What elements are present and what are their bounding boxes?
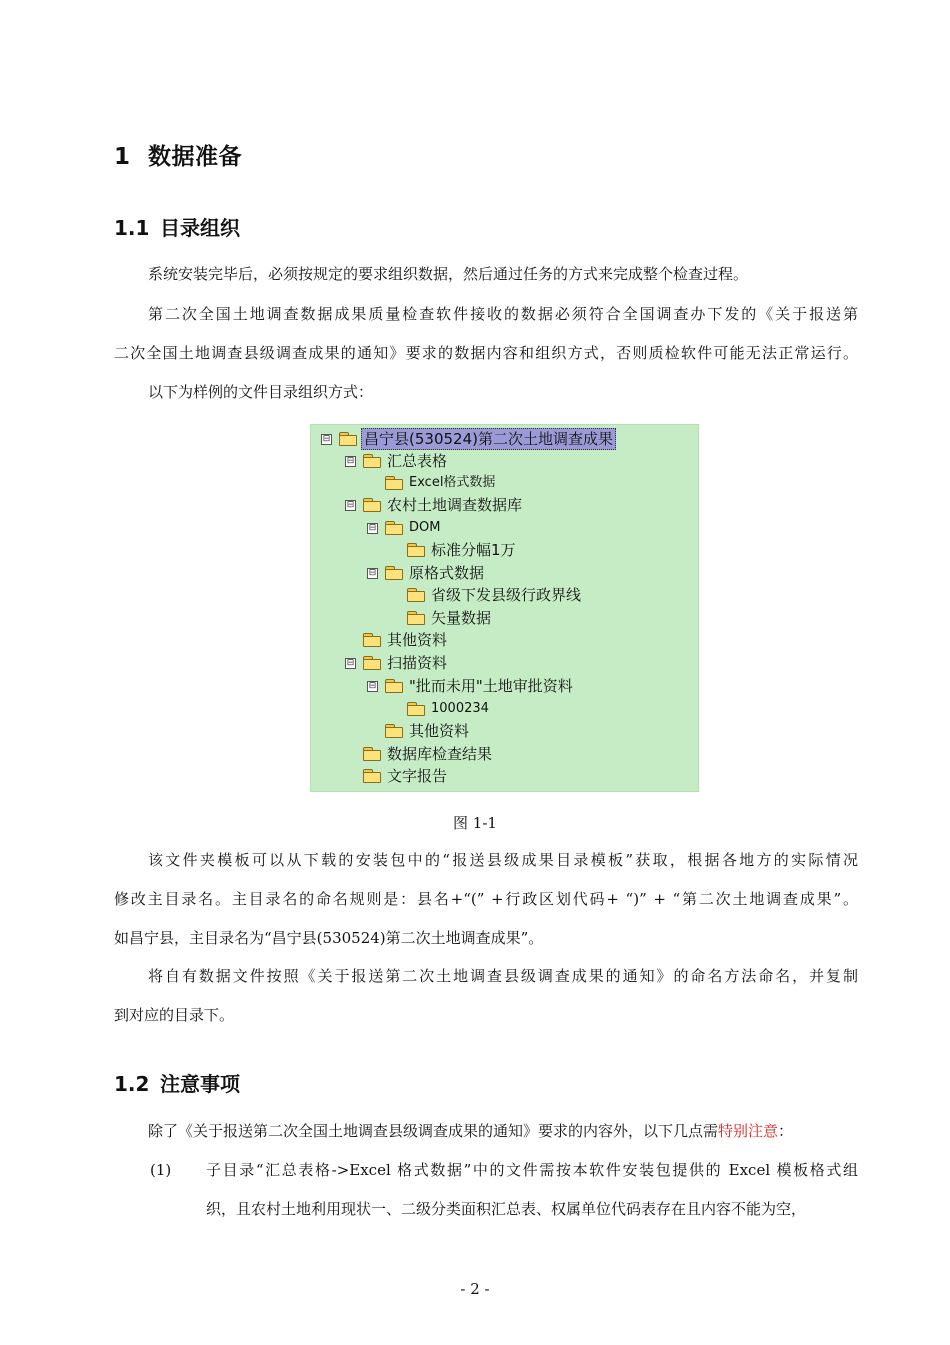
heading-1-2-title: 注意事项 xyxy=(160,1072,240,1096)
heading-1-title: 数据准备 xyxy=(148,144,242,170)
tree-label-dom: DOM xyxy=(409,520,441,535)
collapse-icon[interactable]: ⊟ xyxy=(346,456,355,466)
heading-1-2-number: 1.2 xyxy=(114,1072,150,1096)
tree-label-std-sheet: 标准分幅1万 xyxy=(431,541,516,559)
heading-1-2 xyxy=(114,1068,240,1097)
tree-label-db-check-result: 数据库检查结果 xyxy=(387,745,493,763)
paragraph-2-line-1: 第二次全国土地调查数据成果质量检查软件接收的数据必须符合全国调查办下发的《关于报送第 xyxy=(148,305,858,323)
list-item-1-line-1: 子目录“汇总表格->Excel 格式数据”中的文件需按本软件安装包提供的 Excel 模板格式组 xyxy=(206,1161,858,1179)
tree-label-summary-tables: 汇总表格 xyxy=(387,452,448,470)
folder-icon xyxy=(385,521,403,534)
paragraph-6 xyxy=(114,1112,858,1151)
collapse-icon[interactable]: ⊟ xyxy=(346,500,355,510)
tree-label-vector-data: 矢量数据 xyxy=(431,609,492,627)
folder-icon xyxy=(385,724,403,737)
paragraph-1: 系统安装完毕后，必须按规定的要求组织数据，然后通过任务的方式来完成整个检查过程。 xyxy=(148,265,749,283)
paragraph-4-line-3: 如昌宁县，主目录名为“昌宁县(530524)第二次土地调查成果”。 xyxy=(114,929,544,947)
folder-icon xyxy=(363,498,381,511)
paragraph-5-line-1: 将自有数据文件按照《关于报送第二次土地调查县级调查成果的通知》的命名方法命名，并复制 xyxy=(148,967,858,985)
folder-icon xyxy=(385,476,403,489)
collapse-icon[interactable]: ⊟ xyxy=(346,658,355,668)
paragraph-5-line-2: 到对应的目录下。 xyxy=(114,1006,235,1024)
collapse-icon[interactable]: ⊟ xyxy=(322,434,331,444)
paragraph-4-line-1: 该文件夹模板可以从下载的安装包中的“报送县级成果目录模板”获取，根据各地方的实际情况 xyxy=(148,851,858,869)
folder-icon xyxy=(363,454,381,467)
heading-1-1 xyxy=(114,212,240,241)
collapse-icon[interactable]: ⊟ xyxy=(368,568,377,578)
heading-1-1-title: 目录组织 xyxy=(160,216,240,240)
heading-1-number: 1 xyxy=(114,144,131,170)
tree-label-rural-db: 农村土地调查数据库 xyxy=(387,496,523,514)
folder-icon xyxy=(339,432,357,445)
paragraph-6-colon: ： xyxy=(778,1122,794,1140)
tree-label-other-materials: 其他资料 xyxy=(387,631,448,649)
folder-icon xyxy=(385,679,403,692)
tree-label-other-materials-2: 其他资料 xyxy=(409,722,470,740)
tree-label-text-report: 文字报告 xyxy=(387,767,448,785)
tree-label-excel-data: Excel格式数据 xyxy=(409,475,496,490)
special-attention-highlight: 特别注意 xyxy=(718,1122,779,1140)
folder-icon xyxy=(385,566,403,579)
folder-icon xyxy=(407,702,425,715)
paragraph-4-line-2: 修改主目录名。主目录名的命名规则是：县名+“(” +行政区划代码+ “)” + “第二次土地调查成果”。 xyxy=(114,890,858,908)
folder-icon xyxy=(363,747,381,760)
heading-1-1-number: 1.1 xyxy=(114,216,150,240)
folder-icon xyxy=(407,611,425,624)
folder-icon xyxy=(407,588,425,601)
folder-icon xyxy=(407,543,425,556)
page-number: - 2 - xyxy=(460,1280,490,1298)
tree-label-scanned-materials: 扫描资料 xyxy=(387,654,448,672)
tree-label-province-boundary: 省级下发县级行政界线 xyxy=(431,586,582,604)
tree-label-root: 昌宁县(530524)第二次土地调查成果 xyxy=(361,428,616,450)
list-item-1-line-2: 织，且农村土地利用现状一、二级分类面积汇总表、权属单位代码表存在且内容不能为空， xyxy=(206,1200,807,1218)
collapse-icon[interactable]: ⊟ xyxy=(368,523,377,533)
paragraph-3: 以下为样例的文件目录组织方式： xyxy=(148,383,374,401)
tree-label-approved-unused: "批而未用"土地审批资料 xyxy=(409,677,573,695)
tree-label-1000234: 1000234 xyxy=(431,701,489,716)
folder-icon xyxy=(363,769,381,782)
tree-label-original-format: 原格式数据 xyxy=(409,564,485,582)
paragraph-2-line-2: 二次全国土地调查县级调查成果的通知》要求的数据内容和组织方式，否则质检软件可能无法正常运行。 xyxy=(114,344,858,362)
paragraph-6-text: 除了《关于报送第二次全国土地调查县级调查成果的通知》要求的内容外，以下几点需 xyxy=(148,1122,719,1140)
list-item-1-number: (1) xyxy=(150,1161,172,1179)
folder-icon xyxy=(363,656,381,669)
figure-caption: 图 1-1 xyxy=(453,814,497,832)
folder-icon xyxy=(363,633,381,646)
collapse-icon[interactable]: ⊟ xyxy=(368,681,377,691)
folder-tree-figure xyxy=(310,424,699,792)
heading-1 xyxy=(114,138,242,171)
